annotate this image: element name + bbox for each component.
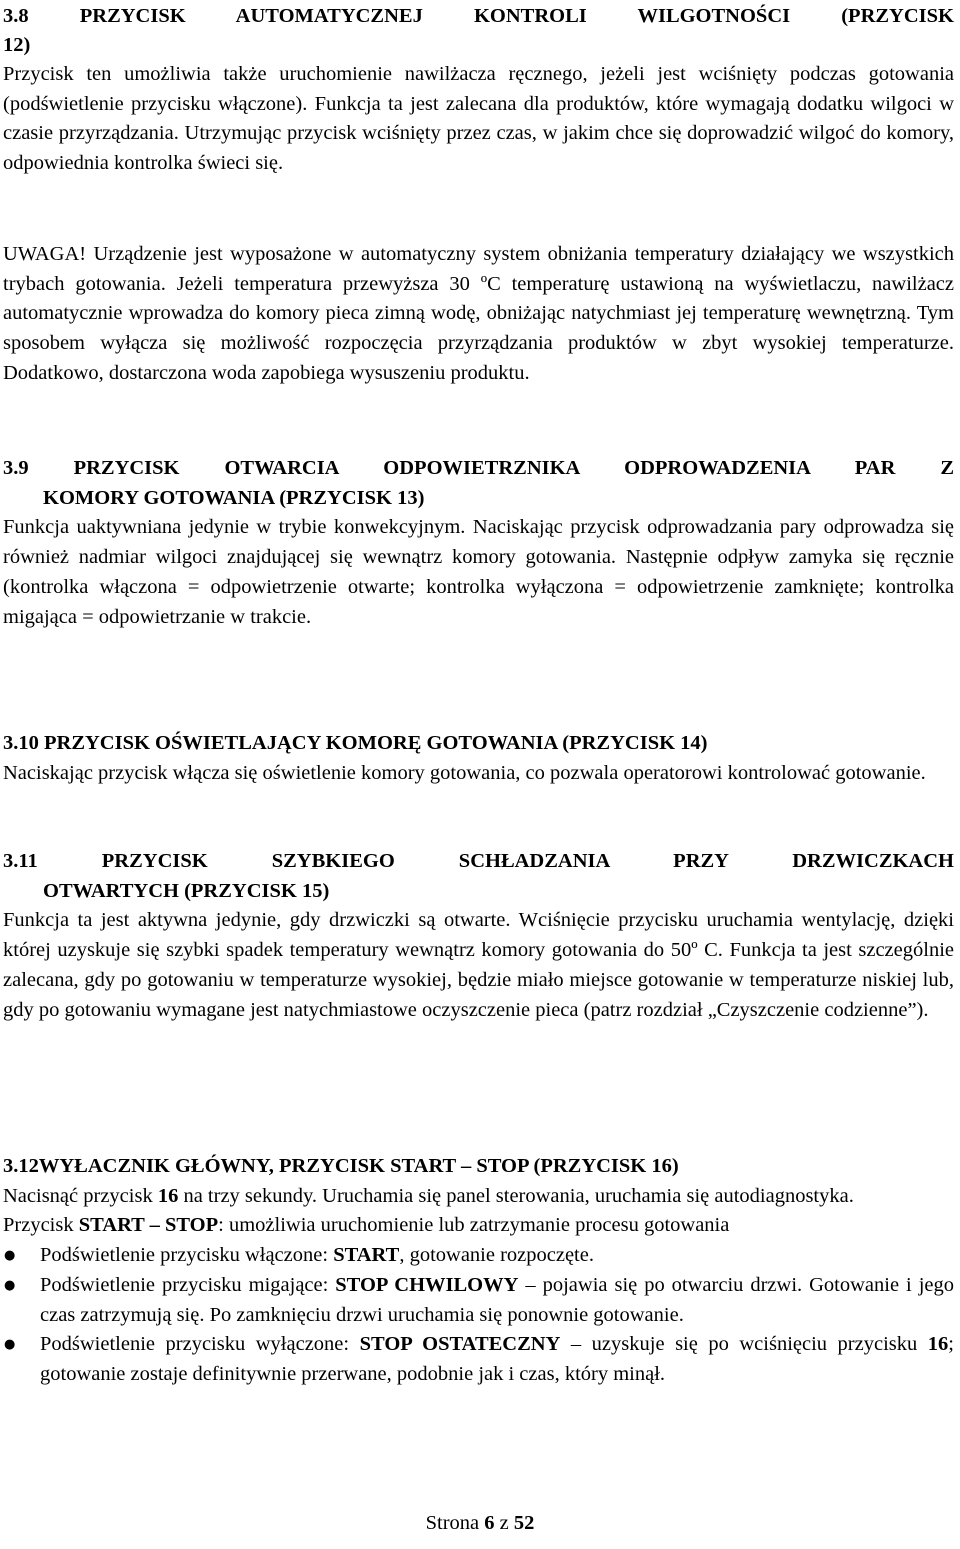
state-label: STOP OSTATECZNY [359, 1333, 561, 1356]
warning-label: UWAGA! [3, 243, 87, 265]
text-run: Przycisk [3, 1214, 79, 1237]
section-body: Naciskając przycisk włącza się oświetlenie komory gotowania, co pozwala operatorowi kontrolować gotowanie. [3, 761, 926, 784]
heading-line: OTWARTYCH (PRZYCISK 15) [43, 879, 330, 902]
section-body: Funkcja ta jest aktywna jedynie, gdy drzwiczki są otwarte. Wciśnięcie przycisku uruchamia wentylację, dzięki której uzyskuje się szybki spadek temperatury wewnątrz komory gotowania do 50º C. Funkcja ta jest szczególnie zalecana, gdy po gotowaniu w temperaturze wysokiej, będzie miało miejsce gotowanie w temperaturze niskiej lub, gdy po gotowaniu wymagane jest natychmiastowe oczyszczenie pieca (patrz rozdział „Czyszczenie codzienne”). [3, 909, 954, 1021]
section-paragraph [3, 1211, 954, 1241]
section-heading [3, 2, 954, 60]
heading-line: 3.11 PRZYCISK SZYBKIEGO SCHŁADZANIA PRZY DRZWICZKACH [3, 850, 954, 872]
section-3-11 [3, 847, 954, 1025]
list-item [3, 1330, 954, 1389]
text-run: Podświetlenie przycisku włączone: [40, 1244, 334, 1267]
section-heading [3, 847, 954, 906]
heading-line: KOMORY GOTOWANIA (PRZYCISK 13) [43, 486, 425, 509]
bullet-icon: ● [4, 1277, 16, 1293]
text-run: – uzyskuje się po wciśnięciu przycisku [560, 1333, 928, 1356]
state-label: STOP CHWILOWY [335, 1273, 519, 1296]
list-item [3, 1271, 954, 1330]
heading-line: 3.9 PRZYCISK OTWARCIA ODPOWIETRZNIKA ODPROWADZENIA PAR Z [3, 457, 954, 479]
button-name: START – STOP [78, 1214, 219, 1237]
heading-line: 12) [3, 34, 31, 56]
warning-note [3, 240, 954, 389]
bullet-icon: ● [4, 1248, 16, 1264]
section-paragraph [3, 1182, 954, 1212]
bullet-list [3, 1241, 954, 1390]
text-run: Podświetlenie przycisku wyłączone: [40, 1333, 360, 1356]
page-total: 52 [513, 1512, 535, 1534]
section-3-8 [3, 2, 954, 179]
text-run: , gotowanie rozpoczęte. [399, 1244, 594, 1267]
button-number: 16 [157, 1184, 179, 1207]
list-item [3, 1241, 954, 1271]
section-body: Przycisk ten umożliwia także uruchomienie nawilżacza ręcznego, jeżeli jest wciśnięty podczas gotowania (podświetlenie przycisku włączone). Funkcja ta jest zalecana dla produktów, które wymagają dodatku wilgoci w czasie przyrządzania. Utrzymując przycisk wciśnięty przez czas, w jakim chce się doprowadzić wilgoć do komory, odpowiednia kontrolka świeci się. [3, 63, 954, 175]
text-run: ; gotowanie zostaje definitywnie przerwane, podobnie jak i czas, który minął. [40, 1333, 954, 1385]
text-run: Podświetlenie przycisku migające: [40, 1273, 336, 1296]
footer-separator: z [494, 1512, 514, 1534]
heading-line: 3.8 PRZYCISK AUTOMATYCZNEJ KONTROLI WILGOTNOŚCI (PRZYCISK [3, 5, 954, 27]
text-run: na trzy sekundy. Uruchamia się panel sterowania, uruchamia się autodiagnostyka. [178, 1184, 854, 1207]
section-body: Funkcja uaktywniana jedynie w trybie konwekcyjnym. Naciskając przycisk odprowadzania pary odprowadza się również nadmiar wilgoci znajdującej się wewnątrz komory gotowania. Następnie odpływ zamyka się ręcznie (kontrolka włączona = odpowietrzenie otwarte; kontrolka wyłączona = odpowietrzenie zamknięte; kontrolka migająca = odpowietrzanie w trakcie. [3, 516, 954, 628]
text-run: – pojawia się po otwarciu drzwi. Gotowanie i jego czas zatrzymują się. Po zamknięciu drzwi uruchamia się ponownie gotowanie. [40, 1273, 954, 1326]
section-3-10 [3, 729, 954, 788]
warning-body [3, 240, 954, 389]
section-heading: 3.10 PRZYCISK OŚWIETLAJĄCY KOMORĘ GOTOWANIA (PRZYCISK 14) [3, 732, 708, 754]
section-3-12 [3, 1152, 954, 1390]
bullet-icon: ● [4, 1337, 16, 1353]
text-run: : umożliwia uruchomienie lub zatrzymanie procesu gotowania [218, 1214, 730, 1237]
section-heading [3, 454, 954, 513]
page-number: 6 [484, 1512, 495, 1534]
footer-prefix: Strona [425, 1512, 485, 1534]
section-heading: 3.12WYŁACZNIK GŁÓWNY, PRZYCISK START – STOP (PRZYCISK 16) [3, 1155, 679, 1177]
text-run: Nacisnąć przycisk [3, 1184, 158, 1207]
page-footer [0, 1509, 960, 1539]
section-3-9 [3, 454, 954, 632]
button-number: 16 [927, 1333, 949, 1356]
state-label: START [333, 1244, 400, 1267]
warning-text: Urządzenie jest wyposażone w automatyczny system obniżania temperatury działający we wszystkich trybach gotowania. Jeżeli temperatura przewyższa 30 ºC temperaturę ustawioną na wyświetlaczu, nawilżacz automatycznie wprowadza do komory pieca zimną wodę, obniżając natychmiast jej temperaturę wewnętrzną. Tym sposobem wyłącza się możliwość rozpoczęcia przyrządzania produktów w zbyt wysokiej temperaturze. Dodatkowo, dostarczona woda zapobiega wysuszeniu produktu. [3, 243, 954, 384]
